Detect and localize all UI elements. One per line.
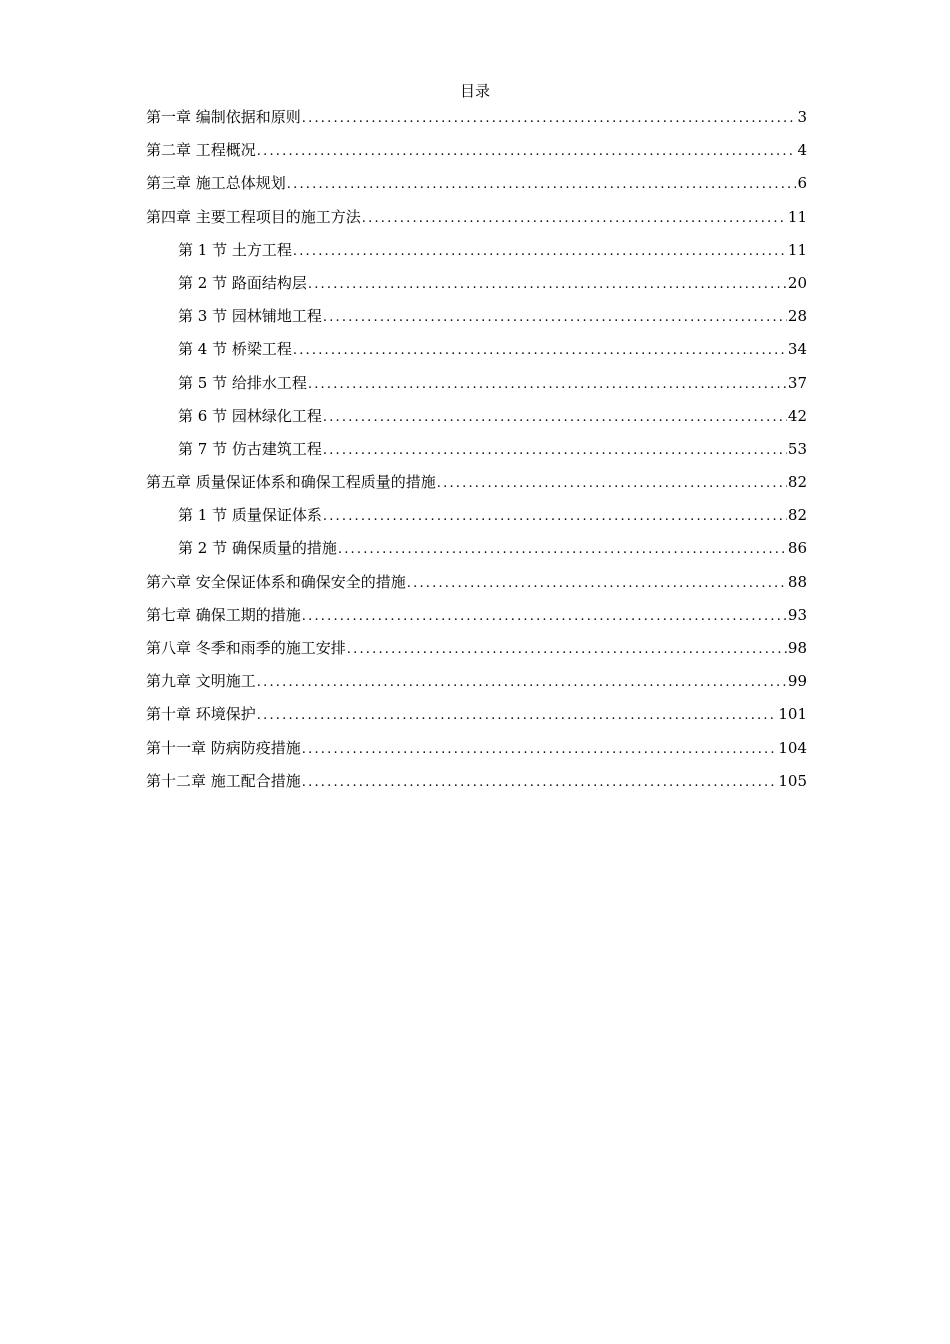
- toc-dot-leader: [362, 208, 787, 230]
- toc-entry-label: 第 1 节 土方工程: [178, 240, 292, 259]
- toc-entry-label: 第十一章 防病防疫措施: [146, 738, 301, 757]
- toc-entry-page-number: 4: [797, 141, 807, 160]
- toc-section-entry[interactable]: [146, 405, 807, 438]
- toc-dot-leader: [407, 573, 787, 595]
- toc-section-entry[interactable]: [146, 272, 807, 305]
- toc-chapter-entry[interactable]: [146, 571, 807, 604]
- toc-dot-leader: [287, 174, 797, 196]
- toc-dot-leader: [323, 407, 787, 429]
- toc-chapter-entry[interactable]: [146, 172, 807, 205]
- toc-entry-page-number: 99: [787, 672, 807, 691]
- toc-section-entry[interactable]: [146, 504, 807, 537]
- toc-entry-label: 第八章 冬季和雨季的施工安排: [146, 639, 346, 657]
- toc-entry-label: 第 3 节 园林铺地工程: [178, 307, 322, 326]
- toc-entry-page-number: 6: [797, 174, 807, 193]
- toc-entry-label: 第九章 文明施工: [146, 672, 256, 691]
- toc-entry-page-number: 98: [787, 639, 807, 657]
- toc-entry-label: 第 2 节 路面结构层: [178, 273, 307, 292]
- toc-dot-leader: [257, 672, 787, 694]
- toc-entry-label: 第十二章 施工配合措施: [146, 771, 301, 790]
- toc-entry-page-number: 37: [787, 373, 807, 392]
- toc-section-entry[interactable]: [146, 305, 807, 338]
- toc-section-entry[interactable]: [146, 438, 807, 471]
- toc-entry-label: 第六章 安全保证体系和确保安全的措施: [146, 572, 406, 591]
- toc-entry-label: 第五章 质量保证体系和确保工程质量的措施: [146, 473, 436, 492]
- toc-chapter-entry[interactable]: [146, 604, 807, 637]
- toc-entry-page-number: 53: [787, 439, 807, 458]
- toc-dot-leader: [302, 606, 787, 628]
- toc-dot-leader: [302, 772, 778, 794]
- toc-dot-leader: [302, 108, 797, 130]
- toc-section-entry[interactable]: [146, 239, 807, 272]
- toc-entry-page-number: 42: [787, 406, 807, 425]
- toc-entry-label: 第七章 确保工期的措施: [146, 605, 301, 624]
- toc-chapter-entry[interactable]: [146, 670, 807, 703]
- toc-dot-leader: [257, 705, 778, 727]
- toc-chapter-entry[interactable]: [146, 471, 807, 504]
- toc-dot-leader: [323, 506, 787, 528]
- toc-entry-page-number: 11: [787, 207, 807, 226]
- toc-dot-leader: [338, 539, 787, 561]
- toc-dot-leader: [323, 307, 787, 329]
- toc-title: 目录: [459, 82, 490, 100]
- toc-chapter-entry[interactable]: [146, 703, 807, 736]
- toc-dot-leader: [293, 241, 787, 263]
- toc-dot-leader: [347, 639, 787, 661]
- toc-entry-page-number: 105: [778, 771, 807, 790]
- toc-dot-leader: [257, 141, 797, 163]
- toc-chapter-entry[interactable]: [146, 637, 807, 670]
- toc-entry-page-number: 82: [787, 473, 807, 492]
- toc-dot-leader: [308, 374, 787, 396]
- toc-dot-leader: [302, 739, 778, 761]
- toc-dot-leader: [293, 340, 787, 362]
- toc-entry-label: 第 2 节 确保质量的措施: [178, 539, 337, 558]
- toc-entry-page-number: 28: [787, 307, 807, 326]
- toc-entry-label: 第四章 主要工程项目的施工方法: [146, 207, 361, 226]
- toc-entry-label: 第三章 施工总体规划: [146, 174, 286, 193]
- toc-section-entry[interactable]: [146, 338, 807, 371]
- toc-entry-page-number: 101: [778, 705, 807, 724]
- toc-entry-label: 第 1 节 质量保证体系: [178, 506, 322, 525]
- toc-entry-label: 第十章 环境保护: [146, 705, 256, 724]
- toc-entry-page-number: 88: [787, 572, 807, 591]
- toc-entry-page-number: 82: [787, 506, 807, 525]
- toc-dot-leader: [308, 274, 787, 296]
- toc-chapter-entry[interactable]: [146, 206, 807, 239]
- toc-chapter-entry[interactable]: [146, 139, 807, 172]
- toc-dot-leader: [323, 440, 787, 462]
- toc-entry-page-number: 86: [787, 539, 807, 558]
- toc-entry-page-number: 3: [797, 108, 807, 126]
- toc-section-entry[interactable]: [146, 372, 807, 405]
- toc-entry-label: 第一章 编制依据和原则: [146, 108, 301, 126]
- toc-dot-leader: [437, 473, 787, 495]
- toc-entry-page-number: 34: [787, 340, 807, 359]
- toc-entry-page-number: 93: [787, 605, 807, 624]
- toc-list: [146, 106, 807, 803]
- toc-chapter-entry[interactable]: [146, 770, 807, 803]
- toc-chapter-entry[interactable]: [146, 106, 807, 139]
- toc-entry-page-number: 11: [787, 240, 807, 259]
- toc-entry-page-number: 104: [778, 738, 807, 757]
- toc-chapter-entry[interactable]: [146, 737, 807, 770]
- toc-entry-label: 第 4 节 桥梁工程: [178, 340, 292, 359]
- toc-entry-label: 第 7 节 仿古建筑工程: [178, 439, 322, 458]
- toc-section-entry[interactable]: [146, 537, 807, 570]
- toc-entry-label: 第 6 节 园林绿化工程: [178, 406, 322, 425]
- toc-entry-label: 第 5 节 给排水工程: [178, 373, 307, 392]
- toc-entry-page-number: 20: [787, 273, 807, 292]
- toc-entry-label: 第二章 工程概况: [146, 141, 256, 160]
